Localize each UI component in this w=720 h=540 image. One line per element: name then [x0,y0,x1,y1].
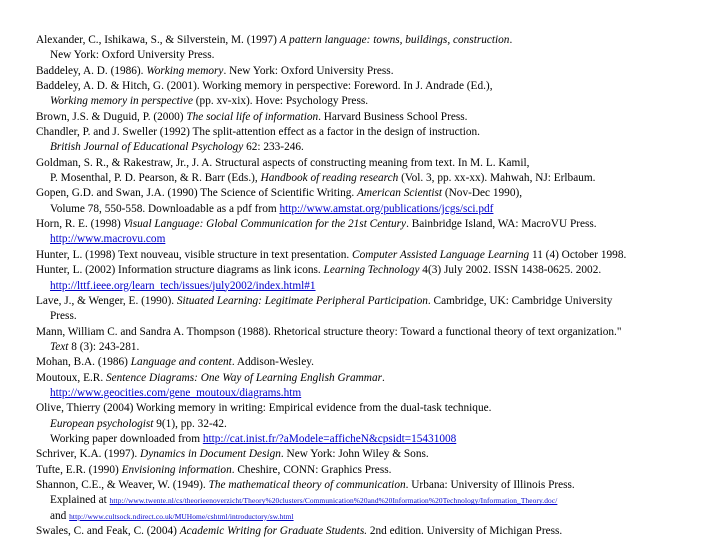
reference-chandler [36,125,716,156]
reference-text: Tufte, E.R. (1990) [36,463,122,476]
reference-text: . Cambridge, UK: Cambridge University [427,294,613,307]
reference-list [36,33,716,539]
reference-text: Gopen, G.D. and Swan, J.A. (1990) The Science of Scientific Writing. [36,187,358,200]
reference-title: A pattern language: towns, buildings, construction [279,34,510,46]
reference-text: Horn, R. E. (1998) [36,218,124,231]
reference-text: Baddeley, A. D. (1986). [36,64,147,77]
reference-text: . Cheshire, CONN: Graphics Press. [231,463,392,476]
reference-text: Moutoux, E.R. [36,371,106,384]
reference-title: Sentence Diagrams: One Way of Learning English Grammar [105,371,383,384]
reference-moutoux [36,371,716,402]
reference-text: (Vol. 3, pp. xx-xx). Mahwah, NJ: Erlbaum. [398,172,596,185]
reference-title: The social life of information [186,110,319,123]
reference-text: Working paper downloaded from [50,432,203,445]
reference-schriver [36,447,716,462]
reference-title: Learning Technology [323,264,420,277]
reference-title: British Journal of Educational Psychology [50,141,244,154]
reference-title: European psychologist [50,417,154,430]
reference-text: . Bainbridge Island, WA: MacroVU Press. [406,218,597,231]
reference-text: Explained at [50,494,110,507]
reference-alexander [36,33,716,64]
reference-text: Hunter, L. (1998) Text nouveau, visible structure in text presentation. [36,248,353,261]
reference-text: Mann, William C. and Sandra A. Thompson (1988). Rhetorical structure theory: Toward a functional theory of text organization." [36,325,622,338]
reference-text: Baddeley, A. D. & Hitch, G. (2001). Working memory in perspective: Foreword. In J. Andrade (Ed.), [36,80,493,93]
reference-text: Schriver, K.A. (1997). [36,448,141,461]
reference-title: American Scientist [357,187,443,200]
reference-lave [36,294,716,325]
reference-text: P. Mosenthal, P. D. Pearson, & R. Barr (Eds.), [50,172,261,185]
reference-brown [36,110,716,125]
reference-text: 9(1), pp. 32-42. [153,417,227,430]
reference-text: Alexander, C., Ishikawa, S., & Silverstein, M. (1997) [36,34,280,46]
reference-link[interactable]: http://www.amstat.org/publications/jcgs/sci.pdf [279,202,494,215]
reference-tufte [36,463,716,478]
reference-text: Mohan, B.A. (1986) [36,356,131,369]
reference-title: Dynamics in Document Design [140,448,281,461]
reference-text: 62: 233-246. [243,141,304,154]
reference-text: . Harvard Business School Press. [318,110,468,123]
reference-goldman [36,156,716,187]
reference-text: (Nov-Dec 1990), [442,187,523,200]
reference-olive [36,401,716,447]
reference-text: 2nd edition. University of Michigan Press. [367,525,563,537]
reference-text: . New York: Oxford University Press. [223,64,394,77]
reference-text: . [382,371,385,384]
reference-text: 4(3) July 2002. ISSN 1438-0625. 2002. [419,264,602,277]
reference-text: . Urbana: University of Illinois Press. [405,478,575,491]
reference-text: 8 (3): 243-281. [68,340,140,353]
reference-title: Language and content [130,356,232,369]
reference-text: Goldman, S. R., & Rakestraw, Jr., J. A. Structural aspects of constructing meaning from text. In M. L. Kamil, [36,156,530,169]
reference-text: . New York: John Wiley & Sons. [280,448,429,461]
reference-link[interactable]: http://www.twente.nl/cs/theorieenoverzicht/Theory%20clusters/Communication%20and%20Information%20Technology/Information_Theory.doc/ [109,496,558,506]
reference-hunter-2002 [36,263,716,294]
reference-text: Lave, J., & Wenger, E. (1990). [36,294,177,307]
reference-text: Press. [50,310,77,323]
reference-link[interactable]: http://lttf.ieee.org/learn_tech/issues/july2002/index.html#1 [50,279,316,292]
reference-swales [36,524,716,539]
reference-title: Envisioning information [121,463,232,476]
reference-mann [36,325,716,356]
reference-link[interactable]: http://www.geocities.com/gene_moutoux/diagrams.htm [50,386,302,399]
reference-text: Chandler, P. and J. Sweller (1992) The split-attention effect as a factor in the design of instruction. [36,126,480,139]
reference-mohan [36,355,716,370]
reference-text: Olive, Thierry (2004) Working memory in writing: Empirical evidence from the dual-task technique. [36,402,492,415]
reference-link[interactable]: http://cat.inist.fr/?aModele=afficheN&cpsidt=15431008 [202,432,457,445]
reference-title: Working memory in perspective [50,95,193,108]
reference-title: Working memory [146,64,224,77]
reference-hunter-1998 [36,248,716,263]
reference-title: Visual Language: Global Communication for the 21st Century [123,218,407,231]
reference-link[interactable]: http://www.macrovu.com [50,233,166,246]
reference-text: and [50,509,70,522]
reference-text: Brown, J.S. & Duguid, P. (2000) [36,110,187,123]
reference-text: 11 (4) October 1998. [529,248,627,261]
reference-text: Volume 78, 550-558. Downloadable as a pdf from [50,202,280,215]
reference-text: . Addison-Wesley. [231,356,314,369]
reference-title: The mathematical theory of communication [208,478,406,491]
reference-title: Text [50,340,69,353]
reference-baddeley-1986 [36,64,716,79]
reference-text: Shannon, C.E., & Weaver, W. (1949). [36,478,209,491]
reference-gopen [36,186,716,217]
reference-title: Academic Writing for Graduate Students. [179,525,368,537]
reference-text: Swales, C. and Feak, C. (2004) [36,525,180,537]
reference-text: Hunter, L. (2002) Information structure diagrams as link icons. [36,264,324,277]
reference-title: Handbook of reading research [260,172,399,185]
reference-text: New York: Oxford University Press. [50,49,215,62]
reference-baddeley-2001 [36,79,716,110]
reference-link[interactable]: http://www.cultsock.ndirect.co.uk/MUHome/cshtml/introductory/sw.html [69,511,294,521]
reference-title: Computer Assisted Language Learning [352,248,530,261]
reference-shannon [36,478,716,524]
reference-horn [36,217,716,248]
reference-text: . [509,34,513,46]
reference-text: (pp. xv-xix). Hove: Psychology Press. [192,95,369,108]
reference-title: Situated Learning: Legitimate Peripheral Participation [176,294,428,307]
